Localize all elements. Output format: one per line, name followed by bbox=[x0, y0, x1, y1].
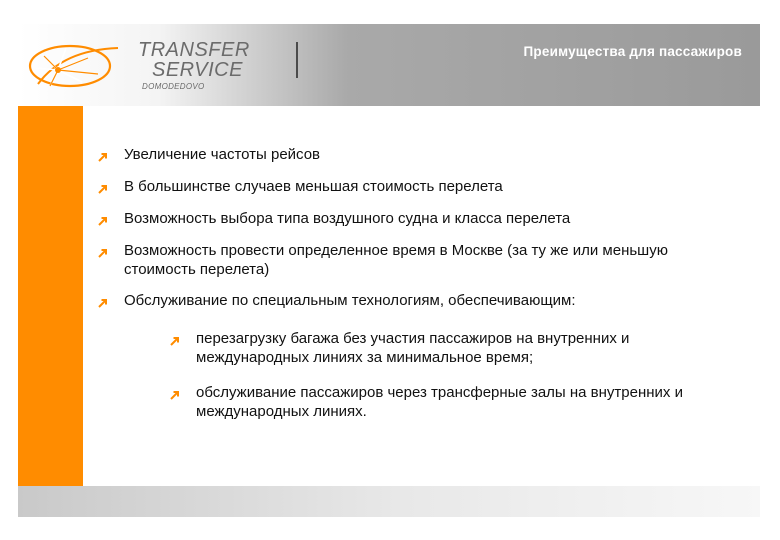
arrow-icon bbox=[169, 389, 181, 401]
footer-bar bbox=[18, 486, 760, 517]
brand-line-2: SERVICE bbox=[152, 59, 243, 81]
page-title: Преимущества для пассажиров bbox=[523, 44, 742, 59]
arrow-icon bbox=[97, 247, 109, 259]
bullet-item bbox=[124, 292, 744, 311]
bullet-item bbox=[124, 210, 744, 229]
bullet-text: Увеличение частоты рейсов bbox=[124, 146, 321, 163]
sub-bullet-item bbox=[196, 330, 716, 367]
accent-side-bar bbox=[18, 106, 83, 486]
arrow-icon bbox=[97, 183, 109, 195]
bullet-item bbox=[124, 242, 709, 279]
arrow-icon bbox=[97, 151, 109, 163]
arrow-icon bbox=[97, 297, 109, 309]
bullet-text: Обслуживание по специальным технологиям, обеспечивающим: bbox=[124, 292, 576, 309]
bullet-text: Возможность выбора типа воздушного судна и класса перелета bbox=[124, 210, 571, 227]
arrow-icon bbox=[169, 335, 181, 347]
header-divider bbox=[296, 42, 298, 78]
logo-icon bbox=[28, 38, 128, 94]
sub-bullet-text: обслуживание пассажиров через трансферные залы на внутренних и международных линиях. bbox=[196, 384, 683, 420]
brand-subtitle: DOMODEDOVO bbox=[142, 82, 205, 91]
bullet-item bbox=[124, 146, 744, 165]
bullet-item bbox=[124, 178, 744, 197]
bullet-text: В большинстве случаев меньшая стоимость перелета bbox=[124, 178, 503, 195]
brand-line-1: TRANSFER bbox=[138, 39, 250, 61]
sub-bullet-text: перезагрузку багажа без участия пассажиров на внутренних и международных линиях за минимальное время; bbox=[196, 330, 630, 366]
header-bar bbox=[18, 24, 760, 106]
arrow-icon bbox=[97, 215, 109, 227]
slide bbox=[18, 24, 760, 517]
sub-bullet-item bbox=[196, 384, 696, 421]
bullet-text: Возможность провести определенное время в Москве (за ту же или меньшую стоимость перелета) bbox=[124, 242, 668, 278]
brand-logotype bbox=[138, 40, 298, 91]
